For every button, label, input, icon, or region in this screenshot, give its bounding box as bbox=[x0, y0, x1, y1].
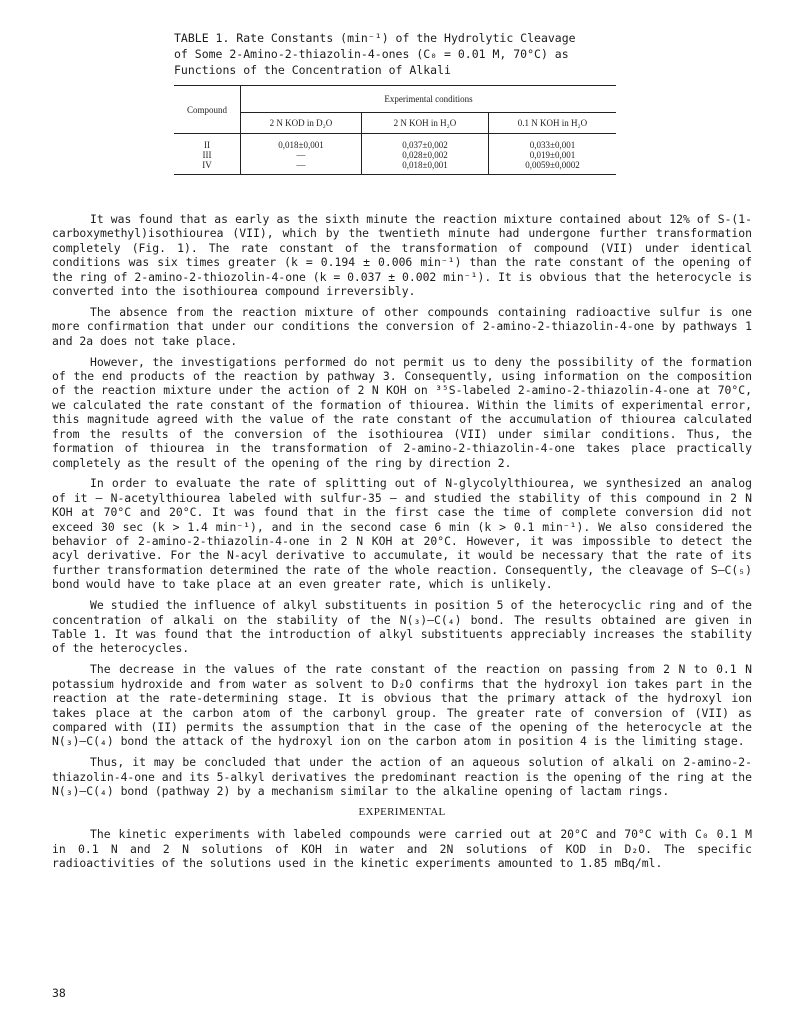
compound-header: Compound bbox=[174, 86, 241, 134]
page-number: 38 bbox=[52, 986, 66, 1000]
experimental-paragraph: The kinetic experiments with labeled compounds were carried out at 20°C and 70°C with C₀ 0.1 M in 0.1 N and 2 N solutions of KOH in water and 2N solutions of KOD in D₂O. The specific radioactivities of the solutions used in the kinetic experiments amounted to 1.85 mBq/ml. bbox=[52, 827, 752, 871]
paragraph: However, the investigations performed do not permit us to deny the possibility of the formation of the end products of the reaction by pathway 3. Consequently, using information on the composition of the reaction mixture under the action of 2 N KOH on ³⁵S-labeled 2-amino-2-thiazolin-4-one at 70°C, we calculated the rate constant of the formation of thiourea. Within the limits of experimental error, this magnitude agreed with the value of the rate constant of the accumulation of thiourea calculated from the results of the conversion of the isothiourea (VII) under similar conditions. Thus, the formation of thiourea in the transformation of 2-amino-2-thiazolin-4-one takes place practically completely as the result of the opening of the ring by direction 2. bbox=[52, 354, 752, 470]
column-header-01n-koh: 0.1 N KOH in H₂O bbox=[517, 118, 588, 128]
paragraph: In order to evaluate the rate of splitting out of N-glycolylthiourea, we synthesized an analog of it — N-acetylthiourea labeled with sulfur-35 — and studied the stability of this compound in 2 N KOH at 70°C and 20°C. It was found that in the first case the time of complete conversion did not exceed 30 sec (k > 1.4 min⁻¹), and in the second case 6 min (k > 0.1 min⁻¹). We also considered the behavior of 2-amino-2-thiazolin-4-one in 2 N KOH at 20°C. However, it was impossible to detect the acyl derivative. For the N-acyl derivative to accumulate, it would be necessary that the rate of its further transformation determined the rate of the whole reaction. Consequently, the cleavage of S—C(₅) bond would have to take place at an even greater rate, which is unlikely. bbox=[52, 476, 752, 592]
body-text bbox=[52, 212, 752, 877]
column-header-2n-koh: 2 N KOH in H₂O bbox=[362, 113, 489, 134]
paragraph: The decrease in the values of the rate constant of the reaction on passing from 2 N to 0.1 N potassium hydroxide and from water as solvent to D₂O confirms that the hydroxyl ion takes part in the reaction at the rate-determining stage. It is obvious that the primary attack of the hydroxyl ion takes place at the carbon atom of the carbonyl group. The greater rate of conversion of (VII) as compared with (II) permits the assumption that in the case of the opening of the heterocycle at the N(₃)—C(₄) bond the attack of the hydroxyl ion on the carbon atom in position 4 is the limiting stage. bbox=[52, 662, 752, 749]
conditions-header: Experimental conditions bbox=[241, 86, 617, 113]
caption-line-1: TABLE 1. Rate Constants (min⁻¹) of the Hydrolytic Cleavage bbox=[174, 31, 576, 45]
table-caption bbox=[174, 30, 634, 78]
paragraph: Thus, it may be concluded that under the action of an aqueous solution of alkali on 2-amino-2-thiazolin-4-one and its 5-alkyl derivatives the predominant reaction is the opening of the ring at the N(₃)—C(₄) bond (pathway 2) by a mechanism similar to the alkaline opening of lactam rings. bbox=[52, 755, 752, 799]
caption-line-2: of Some 2-Amino-2-thiazolin-4-ones (C₀ = 0.01 M, 70°C) as bbox=[174, 47, 569, 61]
paragraph: The absence from the reaction mixture of other compounds containing radioactive sulfur is one more confirmation that under our conditions the conversion of 2-amino-2-thiazolin-4-one by pathways 1 and 2a does not take place. bbox=[52, 304, 752, 348]
koh-01n-values: 0,033±0,001 0,019±0,001 0,0059±0,0002 bbox=[489, 134, 617, 175]
compound-cell: II III IV bbox=[174, 134, 241, 175]
experimental-heading: EXPERIMENTAL bbox=[358, 805, 446, 818]
paragraph: It was found that as early as the sixth minute the reaction mixture contained about 12% of S-(1-carboxymethyl)isothiourea (VII), which by the twentieth minute had undergone further transformation completely (Fig. 1). The rate constant of the transformation of compound (VII) under identical conditions was six times greater (k = 0.194 ± 0.006 min⁻¹) than the rate constant of the opening of the ring of 2-amino-2-thiozolin-4-one (k = 0.037 ± 0.002 min⁻¹). It is obvious that the heterocycle is converted into the isothiourea compound irreversibly. bbox=[52, 212, 752, 299]
rate-constants-table bbox=[174, 85, 616, 175]
paragraph: We studied the influence of alkyl substituents in position 5 of the heterocyclic ring and of the concentration of alkali on the stability of the N(₃)—C(₄) bond. The results obtained are given in Table 1. It was found that the introduction of alkyl substituents appreciably increases the stability of the heterocycles. bbox=[52, 598, 752, 656]
kod-d2o-values: 0,018±0,001 — — bbox=[241, 134, 362, 175]
column-header-kod-d2o: 2 N KOD in D₂O bbox=[241, 113, 362, 134]
caption-line-3: Functions of the Concentration of Alkali bbox=[174, 63, 451, 77]
koh-2n-values: 0,037±0,002 0,028±0,002 0,018±0,001 bbox=[362, 134, 489, 175]
